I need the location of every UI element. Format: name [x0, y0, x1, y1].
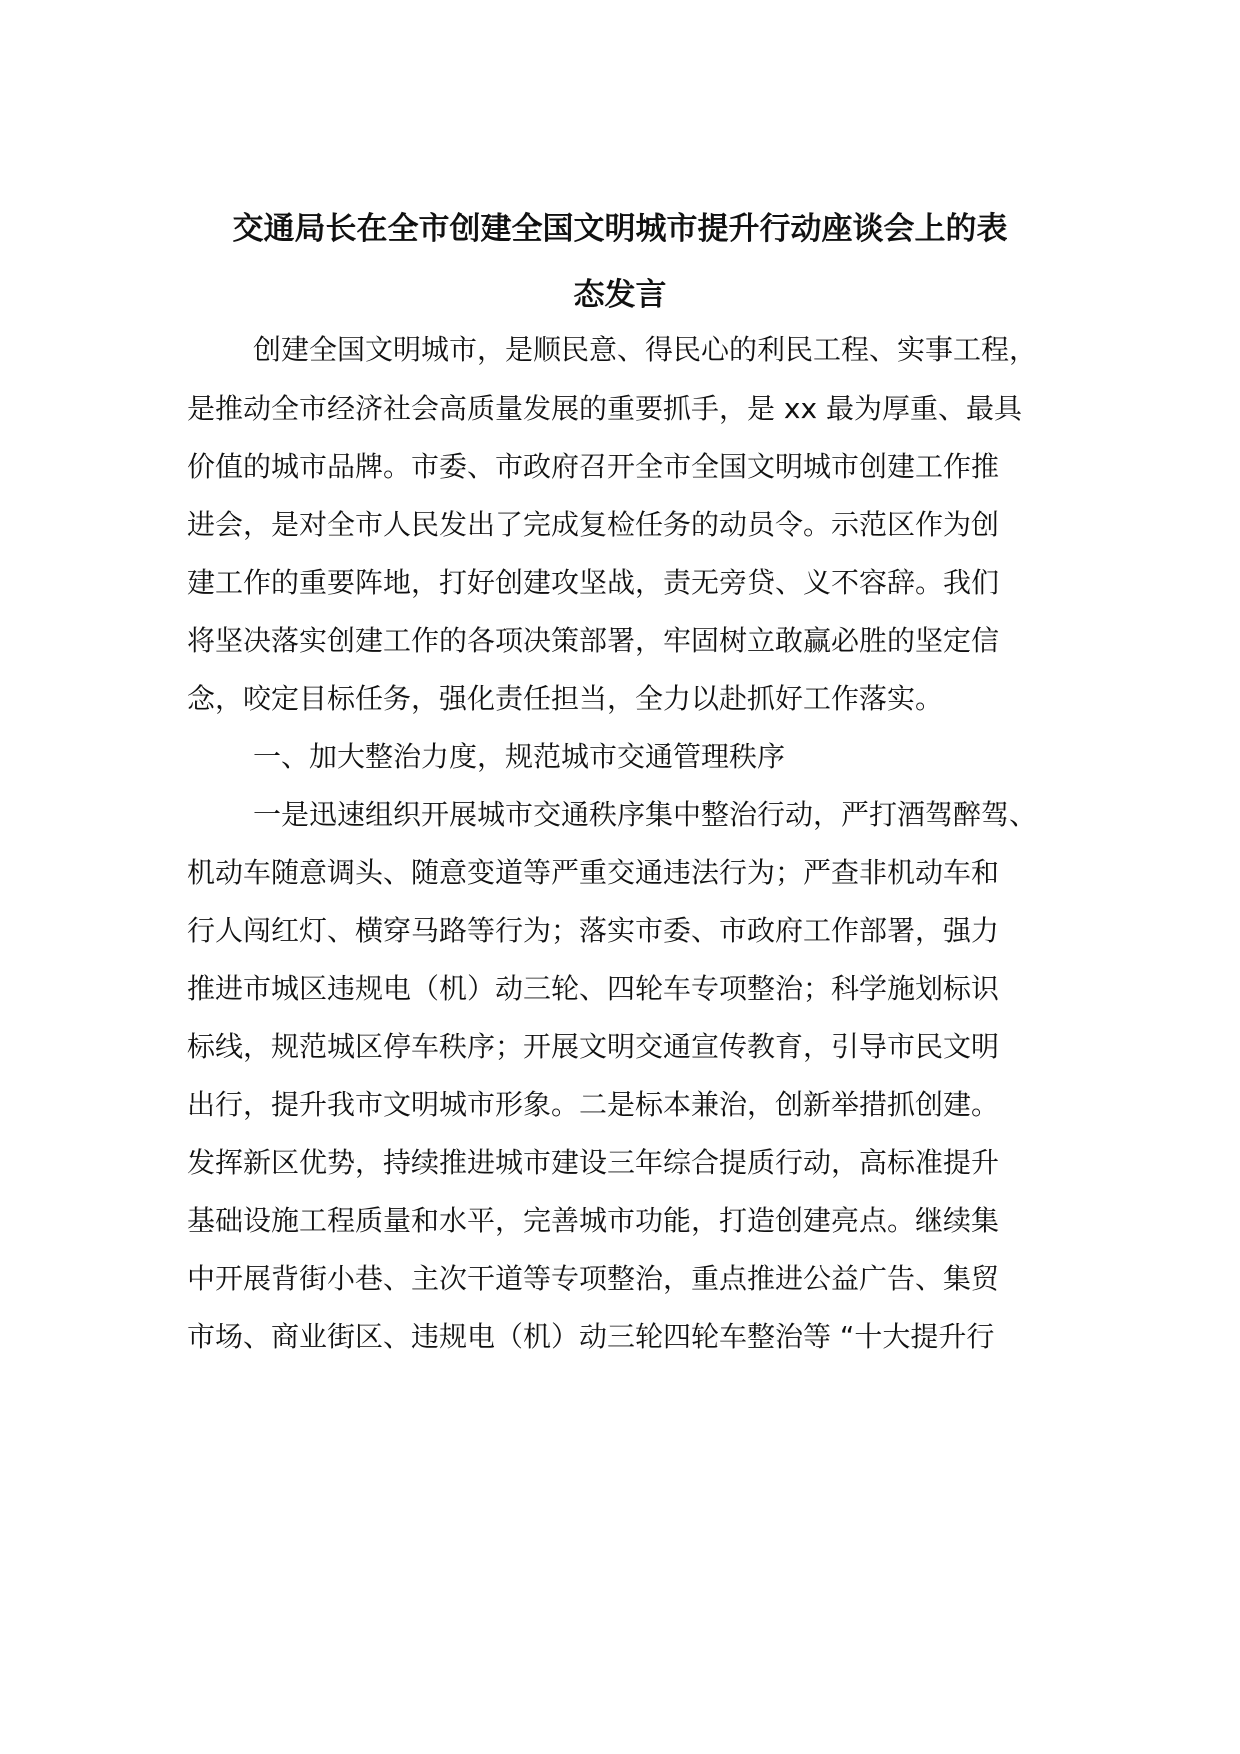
body-line: 发挥新区优势，持续推进城市建设三年综合提质行动，高标准提升: [187, 1146, 1000, 1179]
body-line: 创建全国文明城市，是顺民意、得民心的利民工程、实事工程，: [253, 333, 1038, 366]
body-line: 中开展背街小巷、主次干道等专项整治，重点推进公益广告、集贸: [187, 1262, 1000, 1295]
document-title-line-2: 态发言: [573, 277, 667, 313]
body-line: 一是迅速组织开展城市交通秩序集中整治行动，严打酒驾醉驾、: [253, 798, 1038, 831]
body-line: 标线，规范城区停车秩序；开展文明交通宣传教育，引导市民文明: [187, 1030, 1000, 1063]
body-line: 出行，提升我市文明城市形象。二是标本兼治，创新举措抓创建。: [187, 1088, 1000, 1121]
body-line: 行人闯红灯、横穿马路等行为；落实市委、市政府工作部署，强力: [187, 914, 1000, 947]
body-line: 建工作的重要阵地，打好创建攻坚战，责无旁贷、义不容辞。我们: [187, 566, 1000, 599]
body-line: 进会，是对全市人民发出了完成复检任务的动员令。示范区作为创: [187, 508, 1000, 541]
body-line: 念，咬定目标任务，强化责任担当，全力以赴抓好工作落实。: [187, 682, 944, 715]
body-line: 将坚决落实创建工作的各项决策部署，牢固树立敢赢必胜的坚定信: [187, 624, 1000, 657]
body-line: 价值的城市品牌。市委、市政府召开全市全国文明城市创建工作推: [187, 450, 1000, 483]
body-line: 基础设施工程质量和水平，完善城市功能，打造创建亮点。继续集: [187, 1204, 1000, 1237]
body-line: 是推动全市经济社会高质量发展的重要抓手，是 xx 最为厚重、最具: [187, 392, 1022, 425]
body-line: 市场、商业街区、违规电（机）动三轮四轮车整治等 “十大提升行: [187, 1320, 995, 1353]
body-line: 推进市城区违规电（机）动三轮、四轮车专项整治；科学施划标识: [187, 972, 1000, 1005]
body-line: 机动车随意调头、随意变道等严重交通违法行为；严查非机动车和: [187, 856, 1000, 889]
section-heading: 一、加大整治力度，规范城市交通管理秩序: [253, 740, 786, 773]
document-title-line-1: 交通局长在全市创建全国文明城市提升行动座谈会上的表: [232, 211, 1008, 247]
